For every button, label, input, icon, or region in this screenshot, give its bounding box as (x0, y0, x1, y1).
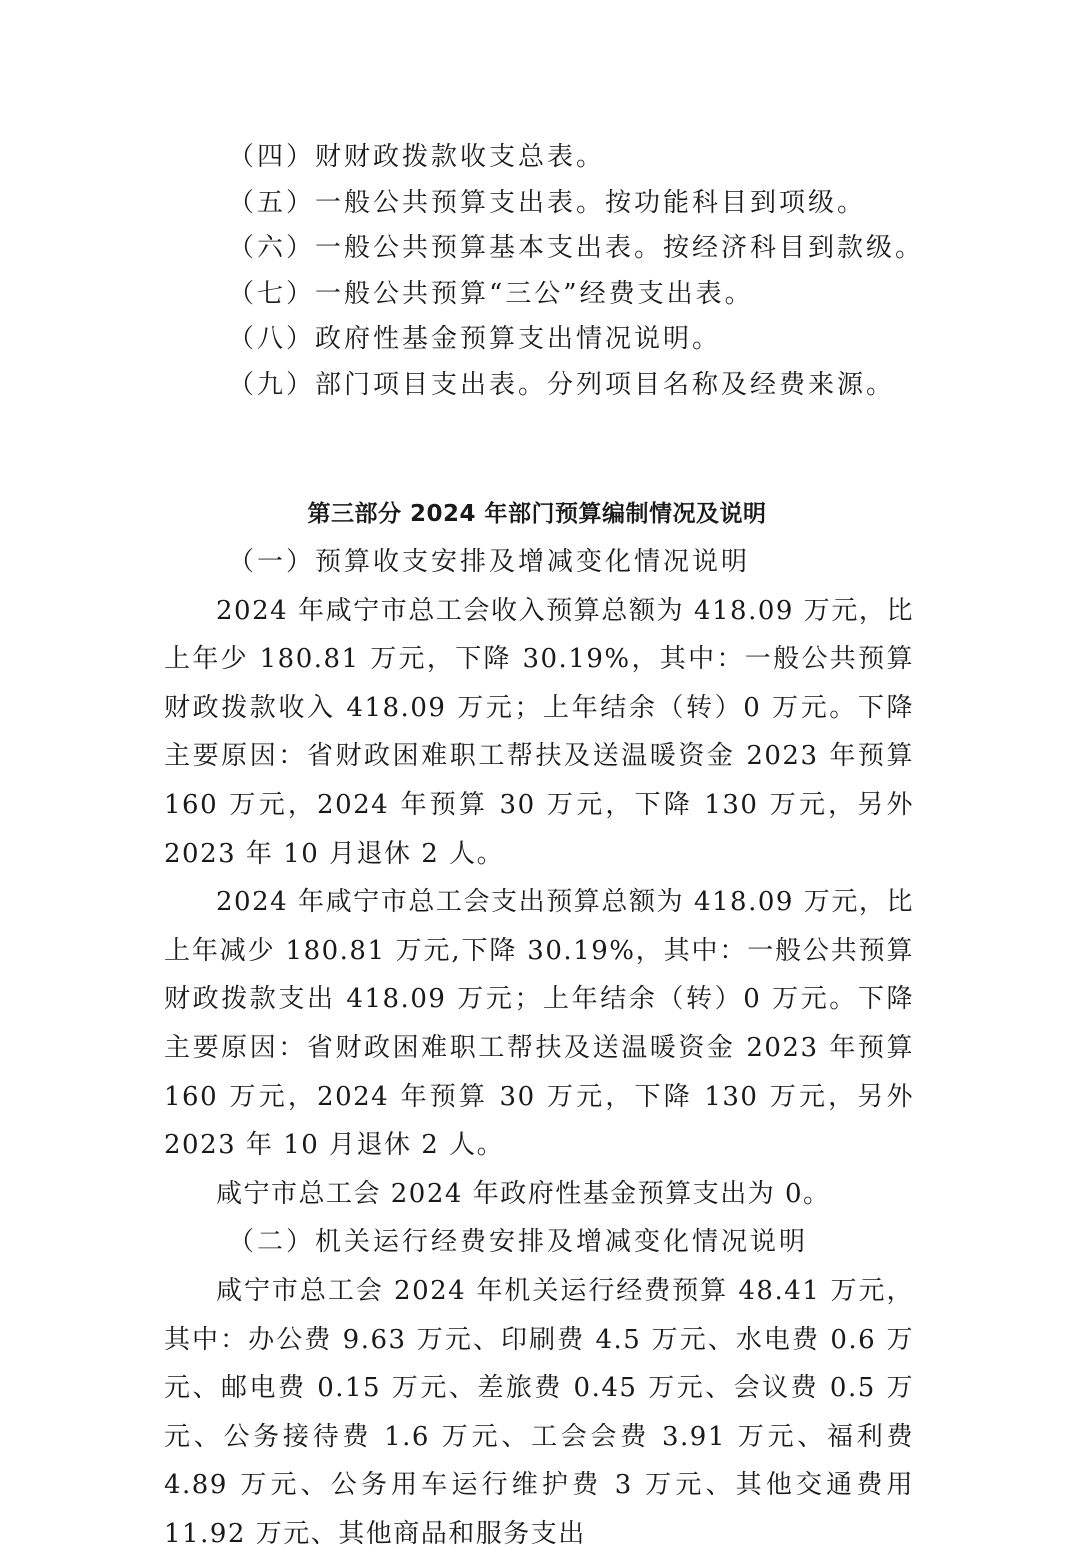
expense-paragraph: 2024 年咸宁市总工会支出预算总额为 418.09 万元，比上年减少 180.81 万元,下降 30.19%，其中：一般公共预算财政拨款支出 418.09 万元；上年结余（转）0 万元。下降主要原因：省财政困难职工帮扶及送温暖资金 2023 年预算 160 万元，2024 年预算 30 万元，下降 130 万元，另外 2023 年 10 月退休 2 人。 (164, 887, 914, 1161)
list-item: （五）一般公共预算支出表。按功能科目到项级。 (228, 187, 867, 218)
subsection-heading-2: （二）机关运行经费安排及增减变化情况说明 (228, 1227, 809, 1258)
section-body (164, 538, 914, 1558)
subsection-heading-1: （一）预算收支安排及增减变化情况说明 (228, 547, 751, 577)
list-item: （七）一般公共预算“三公”经费支出表。 (228, 278, 754, 309)
list-item: （九）部门项目支出表。分列项目名称及经费来源。 (228, 369, 896, 400)
income-paragraph: 2024 年咸宁市总工会收入预算总额为 418.09 万元，比上年少 180.81 万元，下降 30.19%，其中：一般公共预算财政拨款收入 418.09 万元；上年结余（转）0 万元。下降主要原因：省财政困难职工帮扶及送温暖资金 2023 年预算 160 万元，2024 年预算 30 万元，下降 130 万元，另外 2023 年 10 月退休 2 人。 (164, 595, 914, 869)
list-item: （四）财财政拨款收支总表。 (228, 142, 606, 172)
operation-paragraph: 咸宁市总工会 2024 年机关运行经费预算 48.41 万元，其中：办公费 9.63 万元、印刷费 4.5 万元、水电费 0.6 万元、邮电费 0.15 万元、差旅费 0.45 万元、会议费 0.5 万元、公务接待费 1.6 万元、工会会费 3.91 万元、福利费 4.89 万元、公务用车运行维护费 3 万元、其他交通费用 11.92 万元、其他商品和服务支出 (164, 1275, 914, 1549)
fund-paragraph: 咸宁市总工会 2024 年政府性基金预算支出为 0。 (216, 1178, 831, 1209)
report-table-list (228, 135, 948, 408)
section-title: 第三部分 2024 年部门预算编制情况及说明 (307, 501, 767, 527)
list-item: （六）一般公共预算基本支出表。按经济科目到款级。 (228, 233, 925, 263)
list-item: （八）政府性基金预算支出情况说明。 (228, 324, 722, 354)
